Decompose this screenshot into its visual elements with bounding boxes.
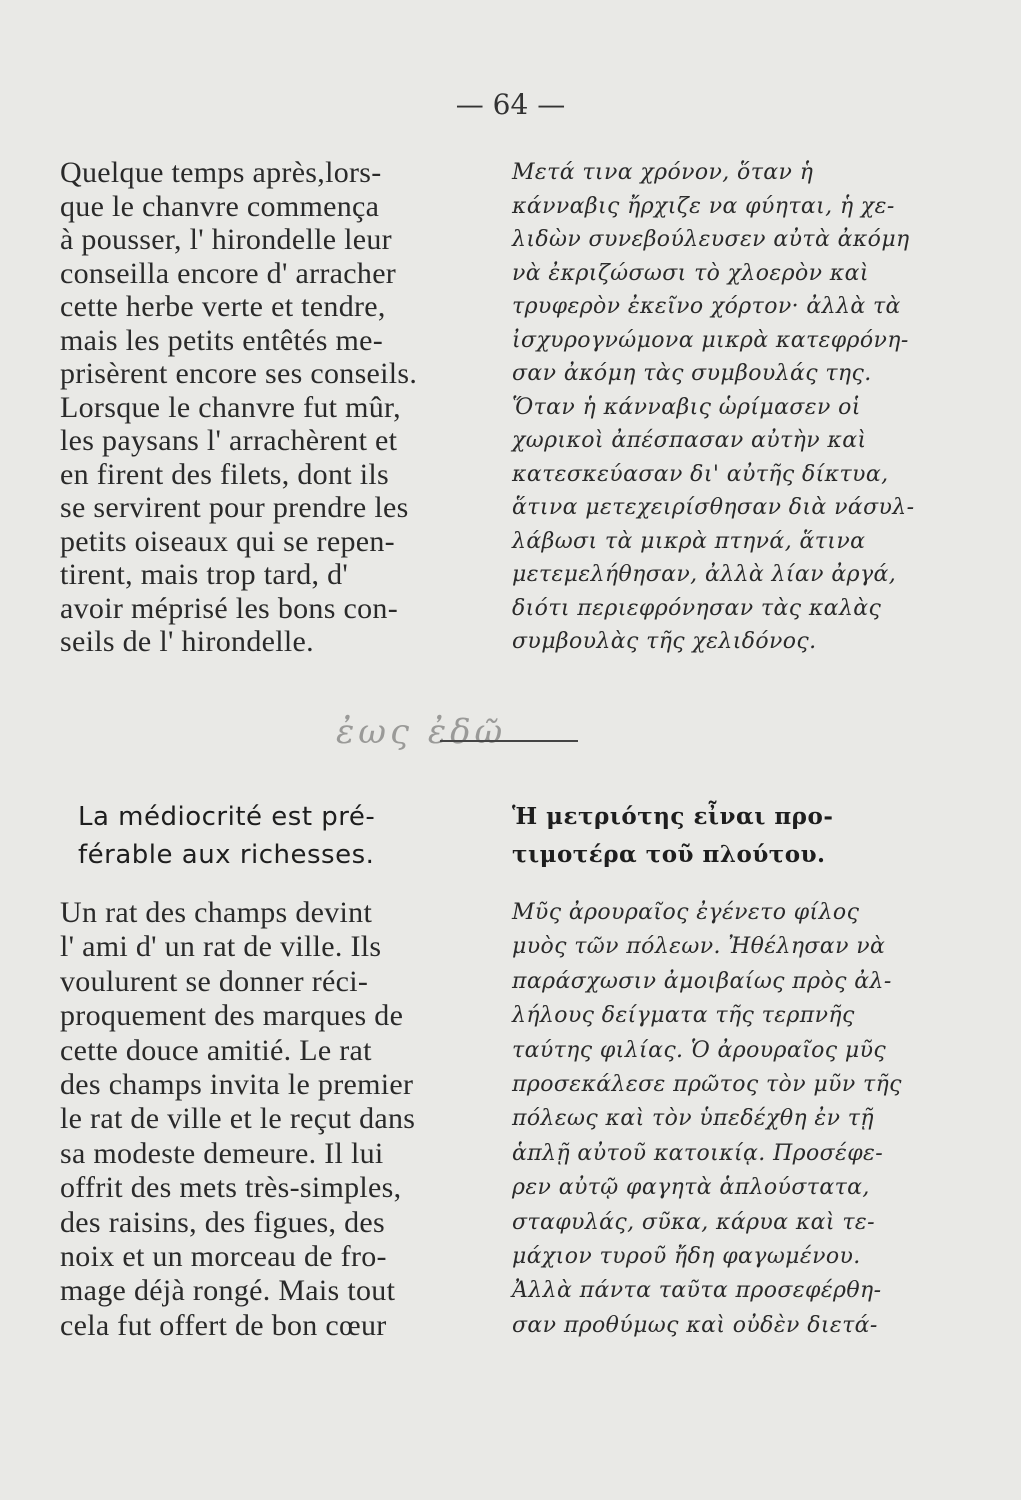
text-line: ρεν αὐτῷ φαγητὰ ἁπλούστατα, — [512, 1175, 870, 1201]
text-line: férable aux richesses. — [78, 840, 375, 870]
greek-title — [512, 798, 964, 874]
text-line: petits oiseaux qui se repen- — [60, 524, 395, 558]
text-line: Μετά τινα χρόνον, ὅταν ἡ — [512, 160, 814, 185]
greek-paragraph-2 — [512, 896, 964, 1343]
french-paragraph-2 — [60, 896, 488, 1343]
text-line: Quelque temps après,lors- — [60, 156, 382, 189]
text-line: σταφυλάς, σῦκα, κάρυα καὶ τε- — [512, 1209, 875, 1235]
text-line: λιδὼν συνεβούλευσεν αὐτὰ ἀκόμη — [512, 227, 910, 252]
text-line: en firent des filets, dont ils — [60, 457, 389, 491]
text-line: ἁπλῇ αὐτοῦ κατοικίᾳ. Προσέφε- — [512, 1140, 884, 1166]
text-line: prisèrent encore ses conseils. — [60, 357, 418, 390]
text-line: Un rat des champs devint — [60, 896, 373, 929]
text-line: σαν ἀκόμη τὰς συμβουλάς της. — [512, 361, 872, 386]
text-line: mage déjà rongé. Mais tout — [60, 1274, 396, 1308]
text-line: se servirent pour prendre les — [60, 491, 409, 524]
text-line: συμβουλὰς τῆς χελιδόνος. — [512, 629, 817, 654]
text-line: à pousser, l' hirondelle leur — [60, 223, 392, 256]
section-divider — [440, 740, 578, 742]
greek-paragraph-1 — [512, 156, 964, 659]
text-line: μυὸς τῶν πόλεων. Ἠθέλησαν νὰ — [512, 934, 886, 960]
text-line: μάχιον τυροῦ ἤδη φαγωμένου. — [512, 1244, 861, 1270]
text-line: ἅτινα μετεχειρίσθησαν διὰ νάσυλ- — [512, 495, 915, 520]
french-title — [78, 798, 506, 874]
text-line: La médiocrité est pré- — [78, 802, 376, 832]
page-number: — 64 — — [455, 88, 566, 121]
text-line: noix et un morceau de fro- — [60, 1240, 387, 1274]
text-line: παράσχωσιν ἀμοιβαίως πρὸς ἀλ- — [512, 968, 892, 994]
text-line: Ἡ μετριότης εἶναι προ- — [512, 803, 834, 830]
text-line: μετεμελήθησαν, ἀλλὰ λίαν ἀργά, — [512, 562, 897, 587]
text-line: cette herbe verte et tendre, — [60, 290, 386, 323]
text-line: κάνναβις ἤρχιζε να φύηται, ἡ χε- — [512, 193, 895, 219]
text-line: cette douce amitié. Le rat — [60, 1033, 372, 1067]
text-line: χωρικοὶ ἀπέσπασαν αὐτὴν καὶ — [512, 428, 867, 453]
text-line: Ἀλλὰ πάντα ταῦτα προσεφέρθη- — [512, 1278, 882, 1304]
text-line: κατεσκεύασαν δι' αὐτῆς δίκτυα, — [512, 461, 889, 487]
text-line: σαν προθύμως καὶ οὐδὲν διετά- — [512, 1312, 878, 1338]
text-line: Μῦς ἀρουραῖος ἐγένετο φίλος — [512, 900, 860, 925]
text-line: πόλεως καὶ τὸν ὑπεδέχθη ἐν τῇ — [512, 1106, 874, 1132]
text-line: conseilla encore d' arracher — [60, 256, 397, 290]
text-line: le rat de ville et le reçut dans — [60, 1102, 416, 1136]
text-line: mais les petits entêtés me- — [60, 323, 384, 357]
text-line: λάβωσι τὰ μικρὰ πτηνά, ἅτινα — [512, 528, 866, 554]
text-line: que le chanvre commença — [60, 189, 380, 223]
text-line: les paysans l' arrachèrent et — [60, 424, 398, 457]
handwritten-note: ἐως ἐδῶ — [336, 712, 507, 752]
text-line: cela fut offert de bon cœur — [60, 1308, 387, 1342]
text-line: ταύτης φιλίας. Ὁ ἀρουραῖος μῦς — [512, 1037, 887, 1063]
text-line: διότι περιεφρόνησαν τὰς καλὰς — [512, 595, 882, 621]
text-line: τιμοτέρα τοῦ πλούτου. — [512, 841, 826, 868]
text-line: l' ami d' un rat de ville. Ils — [60, 930, 382, 964]
text-line: offrit des mets très-simples, — [60, 1171, 402, 1205]
text-line: proquement des marques de — [60, 999, 404, 1033]
text-line: voulurent se donner réci- — [60, 964, 369, 998]
text-line: des raisins, des figues, des — [60, 1205, 386, 1239]
text-line: des champs invita le premier — [60, 1068, 414, 1102]
text-line: sa modeste demeure. Il lui — [60, 1136, 384, 1170]
text-line: νὰ ἐκριζώσωσι τὸ χλοερὸν καὶ — [512, 260, 869, 286]
text-line: ἰσχυρογνώμονα μικρὰ κατεφρόνη- — [512, 327, 909, 353]
french-paragraph-1 — [60, 156, 488, 659]
text-line: Ὅταν ἡ κάνναβις ὡρίμασεν οἱ — [512, 394, 861, 420]
text-line: tirent, mais trop tard, d' — [60, 558, 349, 591]
text-line: avoir méprisé les bons con- — [60, 591, 399, 625]
text-line: seils de l' hirondelle. — [60, 625, 314, 658]
text-line: τρυφερὸν ἐκεῖνο χόρτον· ἀλλὰ τὰ — [512, 294, 901, 319]
text-line: Lorsque le chanvre fut mûr, — [60, 390, 401, 424]
text-line: λήλους δείγματα τῆς τερπνῆς — [512, 1003, 855, 1029]
text-line: προσεκάλεσε πρῶτος τὸν μῦν τῆς — [512, 1072, 902, 1098]
